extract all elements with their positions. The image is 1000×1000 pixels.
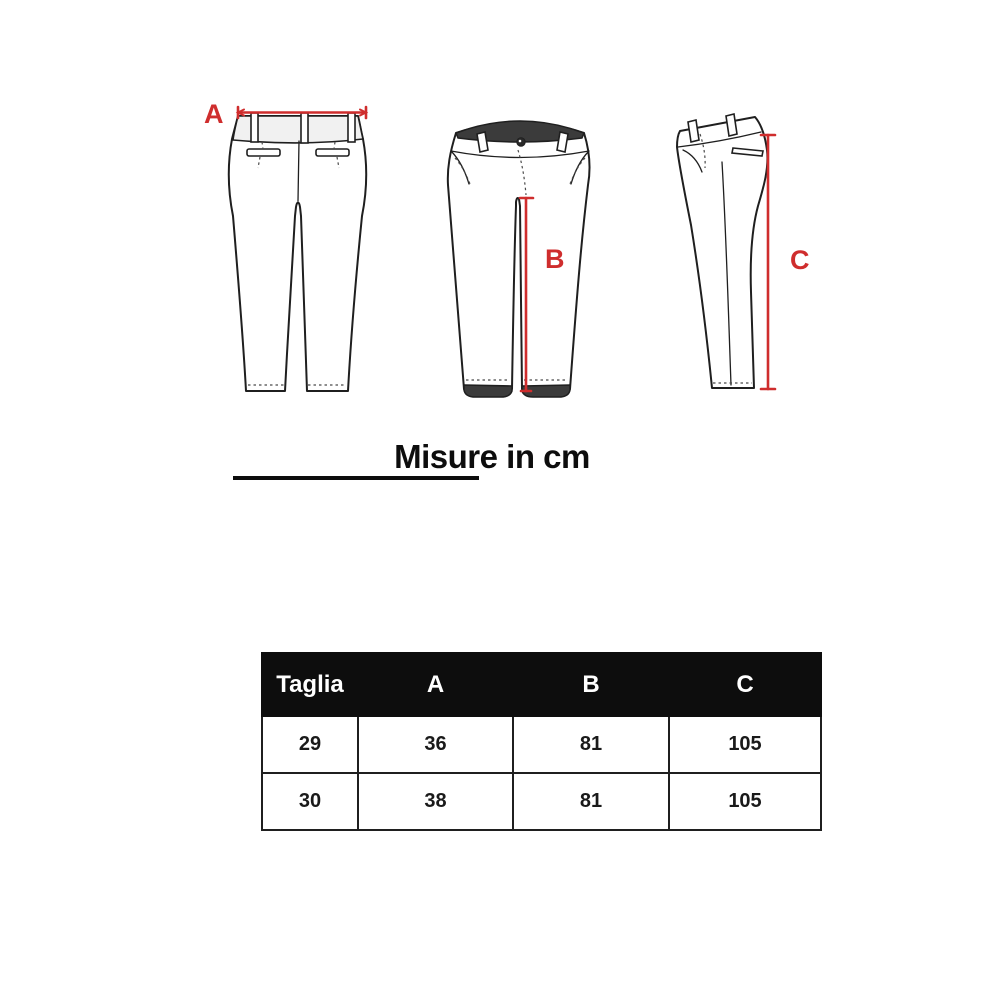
button [517, 138, 525, 146]
measure-label-c: C [790, 245, 810, 275]
cell-taglia: 30 [262, 773, 358, 830]
title-underline-divider [233, 476, 479, 480]
cell-taglia: 29 [262, 716, 358, 773]
hem-dark-left [464, 385, 512, 397]
cell-c: 105 [669, 773, 821, 830]
pants-back-outline [229, 116, 367, 391]
column-header-taglia: Taglia [262, 653, 358, 716]
cell-b: 81 [513, 716, 669, 773]
pants-side-outline [677, 117, 767, 388]
column-header-c: C [669, 653, 821, 716]
table-row-size-30 [262, 773, 821, 830]
belt-loop [348, 113, 355, 142]
cell-a: 36 [358, 716, 513, 773]
button-highlight [519, 140, 522, 143]
cell-a: 38 [358, 773, 513, 830]
column-header-a: A [358, 653, 513, 716]
size-table [261, 652, 822, 831]
belt-loop [301, 113, 308, 143]
page-title: Misure in cm [394, 438, 590, 475]
table-row-size-29 [262, 716, 821, 773]
pants-front-outline [448, 123, 590, 390]
cell-b: 81 [513, 773, 669, 830]
size-table-header-row [262, 653, 821, 716]
pants-back-view-diagram [220, 100, 380, 415]
column-header-b: B [513, 653, 669, 716]
back-pocket-right [316, 149, 349, 156]
measure-label-b: B [545, 244, 565, 274]
cell-c: 105 [669, 716, 821, 773]
measure-label-a: A [204, 99, 224, 129]
pants-front-view-diagram [438, 100, 608, 415]
belt-loop [251, 113, 258, 142]
back-pocket-left [247, 149, 280, 156]
